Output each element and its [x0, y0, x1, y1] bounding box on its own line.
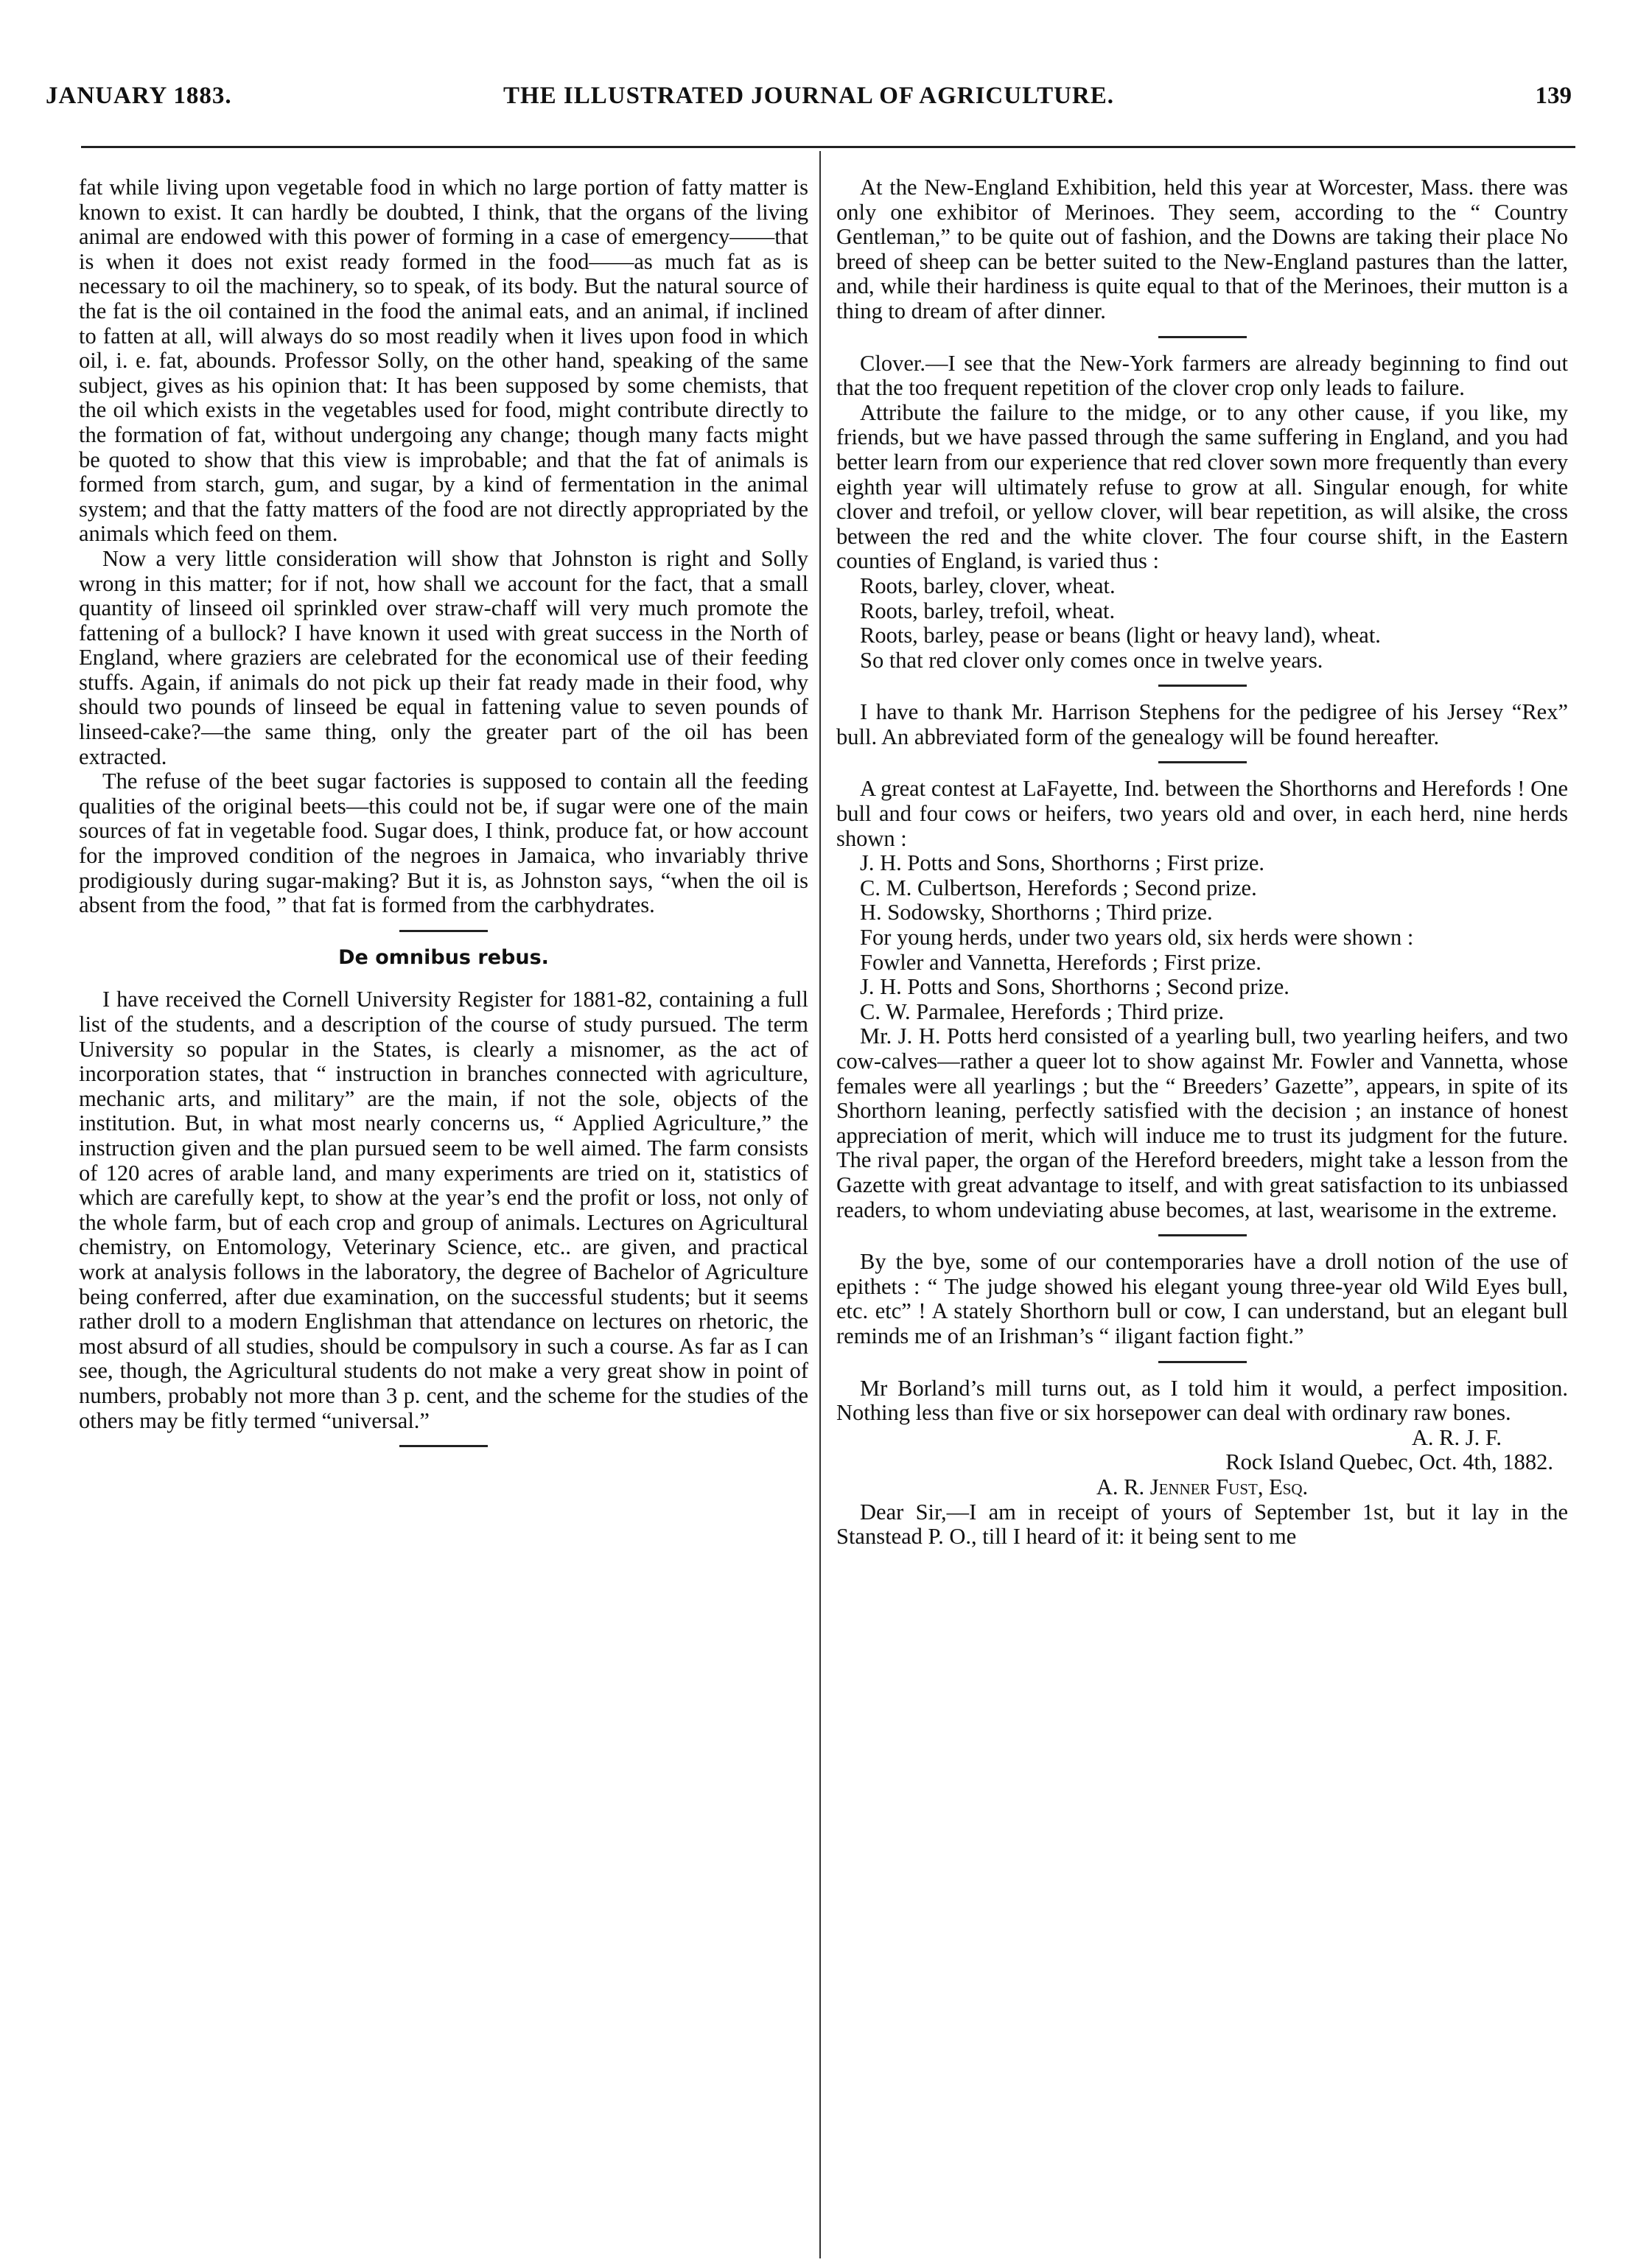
letter-addressee: A. R. Jenner Fust, Esq.	[1096, 1474, 1309, 1499]
rotation-item: Roots, barley, pease or beans (light or heavy land), wheat.	[860, 623, 1381, 648]
paragraph: Mr. J. H. Potts herd consisted of a yearling bull, two yearling heifers, and two cow-calves—rather a queer lot to show against Mr. Fowler and Vannetta, whose females were all yearlings ; but the “ Breeders’ Gazette”, appears, in spite of its Shorthorn leaning, perfectly satisfied with the decision ; an instance of honest appreciation of merit, which will induce me to trust its judgment for the future. The rival paper, the organ of the Hereford breeders, might take a lesson from the Gazette with great advantage to itself, and with great satisfaction to its unbiassed readers, to whom undeviating abuse becomes, at last, wearisome in the extreme.	[836, 1023, 1568, 1222]
paragraph: For young herds, under two years old, six herds were shown :	[860, 925, 1414, 951]
paragraph: Mr Borland’s mill turns out, as I told him it would, a perfect imposition. Nothing less than five or six horsepower can deal with ordinary raw bones.	[836, 1375, 1568, 1426]
left-column	[79, 175, 808, 1460]
rotation-item: Roots, barley, trefoil, wheat.	[860, 598, 1116, 623]
page-number: 139	[1535, 83, 1572, 109]
prize-entry: J. H. Potts and Sons, Shorthorns ; First prize.	[860, 850, 1265, 876]
paragraph: A great contest at LaFayette, Ind. between the Shorthorns and Herefords ! One bull and four cows or heifers, two years old and over, in each herd, nine herds shown :	[836, 776, 1568, 851]
paragraph: I have to thank Mr. Harrison Stephens for the pedigree of his Jersey “Rex” bull. An abbreviated form of the genealogy will be found hereafter.	[836, 699, 1568, 749]
signature: A. R. J. F.	[1411, 1424, 1502, 1450]
section-rule	[399, 1445, 488, 1447]
paragraph: At the New-England Exhibition, held this year at Worcester, Mass. there was only one exhibitor of Merinoes. They seem, according to the “ Country Gentleman,” to be quite out of fashion, and the Downs are taking their place No breed of sheep can be better suited to the New-England pastures than the latter, and, while their hardiness is quite equal to that of the Merinoes, their mutton is a thing to dream of after dinner.	[836, 175, 1568, 323]
section-rule	[1158, 1234, 1247, 1236]
paragraph: Clover.—I see that the New-York farmers are already beginning to find out that the too frequent repetition of the clover crop only leads to failure.	[836, 350, 1568, 401]
journal-title: THE ILLUSTRATED JOURNAL OF AGRICULTURE.	[503, 83, 1115, 109]
section-rule	[1158, 761, 1247, 763]
paragraph: I have received the Cornell University Register for 1881-82, containing a full list of the students, and a description of the course of study pursued. The term University so popular in the States, is clearly a misnomer, as the act of incorporation states, that “ instruction in branches connected with agriculture, mechanic arts, and military” are the main, if not the sole, objects of the institution. But, in what most nearly concerns us, “ Applied Agriculture,” the instruction given and the plan pursued seem to be well aimed. The farm consists of 120 acres of arable land, and many experiments are tried on it, statistics of which are carefully kept, to show at the year’s end the profit or loss, not only of the whole farm, but of each crop and group of animals. Lectures on Agricultural chemistry, on Entomology, Veterinary Science, etc.. are given, and practical work at analysis follows in the laboratory, the degree of Bachelor of Agriculture being conferred, after due examination, on the successful students; but it seems rather droll to a modern Englishman that attendance on lectures on rhetoric, the most absurd of all studies, should be compulsory in such a course. As far as I can see, though, the Agricultural students do not make a very great show in point of numbers, probably not more than 3 p. cent, and the scheme for the studies of the others may be fitly termed “universal.”	[79, 987, 808, 1433]
section-rule	[1158, 336, 1247, 338]
issue-date: JANUARY 1883.	[46, 83, 232, 109]
prize-entry: Fowler and Vannetta, Herefords ; First prize.	[860, 949, 1261, 975]
section-rule	[1158, 1361, 1247, 1363]
prize-entry: C. W. Parmalee, Herefords ; Third prize.	[860, 998, 1225, 1024]
section-rule	[1158, 685, 1247, 687]
paragraph: Attribute the failure to the midge, or to any other cause, if you like, my friends, but we have passed through the same suffering in England, and you had better learn from our experience that red clover sown more frequently than every eighth year will ultimately refuse to grow at all. Singular enough, for white clover and trefoil, or yellow clover, will bear repetition, as will alsike, the cross between the red and the white clover. The four course shift, in the Eastern counties of England, is varied thus :	[836, 399, 1568, 574]
rotation-item: Roots, barley, clover, wheat.	[860, 573, 1116, 598]
paragraph: The refuse of the beet sugar factories is supposed to contain all the feeding qualities of the original beets—this could not be, if sugar were one of the main sources of fat in vegetable food. Sugar does, I think, produce fat, or how account for the improved condition of the negroes in Jamaica, who invariably thrive prodigiously during sugar-making? But it is, as Johnston says, “when the oil is absent from the food, ” that fat is formed from the carbhydrates.	[79, 769, 808, 918]
paragraph: So that red clover only comes once in twelve years.	[860, 647, 1323, 673]
paragraph: fat while living upon vegetable food in which no large portion of fatty matter is known to exist. It can hardly be doubted, I think, that the organs of the living animal are endowed with this power of forming in a case of emergency——that is when it does not exist ready formed in the food——as much fat as is necessary to oil the machinery, so to speak, of its body. But the natural source of the fat is the oil contained in the food the animal eats, and an animal, if inclined to fatten at all, will always do so most readily when it lives upon food in which oil, i. e. fat, abounds. Professor Solly, on the other hand, speaking of the same subject, gives as his opinion that: It has been supposed by some chemists, that the oil which exists in the vegetables used for food, might contribute directly to the formation of fat, without undergoing any change; though many facts might be quoted to show that this view is improbable; and that the fat of animals is formed from starch, gum, and sugar, by a kind of fermentation in the animal system; and that the fatty matters of the food are not directly appropriated by the animals which feed on them.	[79, 175, 808, 547]
paragraph: Dear Sir,—I am in receipt of yours of September 1st, but it lay in the Stanstead P. O., till I heard of it: it being sent to me	[836, 1499, 1568, 1550]
paragraph: By the bye, some of our contemporaries have a droll notion of the use of epithets : “ The judge showed his elegant young three-year old Wild Eyes bull, etc. etc” ! A stately Shorthorn bull or cow, I can understand, but an elegant bull reminds me of an Irishman’s “ iligant faction fight.”	[836, 1249, 1568, 1348]
running-header	[46, 83, 1572, 127]
header-rule	[81, 146, 1575, 148]
paragraph: Now a very little consideration will show that Johnston is right and Solly wrong in this matter; for if not, how shall we account for the fact, that a small quantity of linseed oil sprinkled over straw-chaff will very much promote the fattening of a bullock? I have known it used with great success in the North of England, where graziers are celebrated for the economical use of their feeding stuffs. Again, if animals do not pick up their fat ready made in their food, why should two pounds of linseed be equal in fattening value to seven pounds of linseed-cake?—the same thing, only the greater part of the oil has been extracted.	[79, 545, 808, 769]
section-heading: De omnibus rebus.	[338, 945, 549, 969]
prize-entry: C. M. Culbertson, Herefords ; Second prize.	[860, 875, 1257, 900]
prize-entry: H. Sodowsky, Shorthorns ; Third prize.	[860, 900, 1213, 925]
right-column	[836, 175, 1568, 1550]
letter-place-date: Rock Island Quebec, Oct. 4th, 1882.	[1225, 1449, 1553, 1475]
prize-entry: J. H. Potts and Sons, Shorthorns ; Second prize.	[860, 974, 1289, 1000]
column-divider	[819, 151, 821, 2258]
section-rule	[399, 930, 488, 932]
